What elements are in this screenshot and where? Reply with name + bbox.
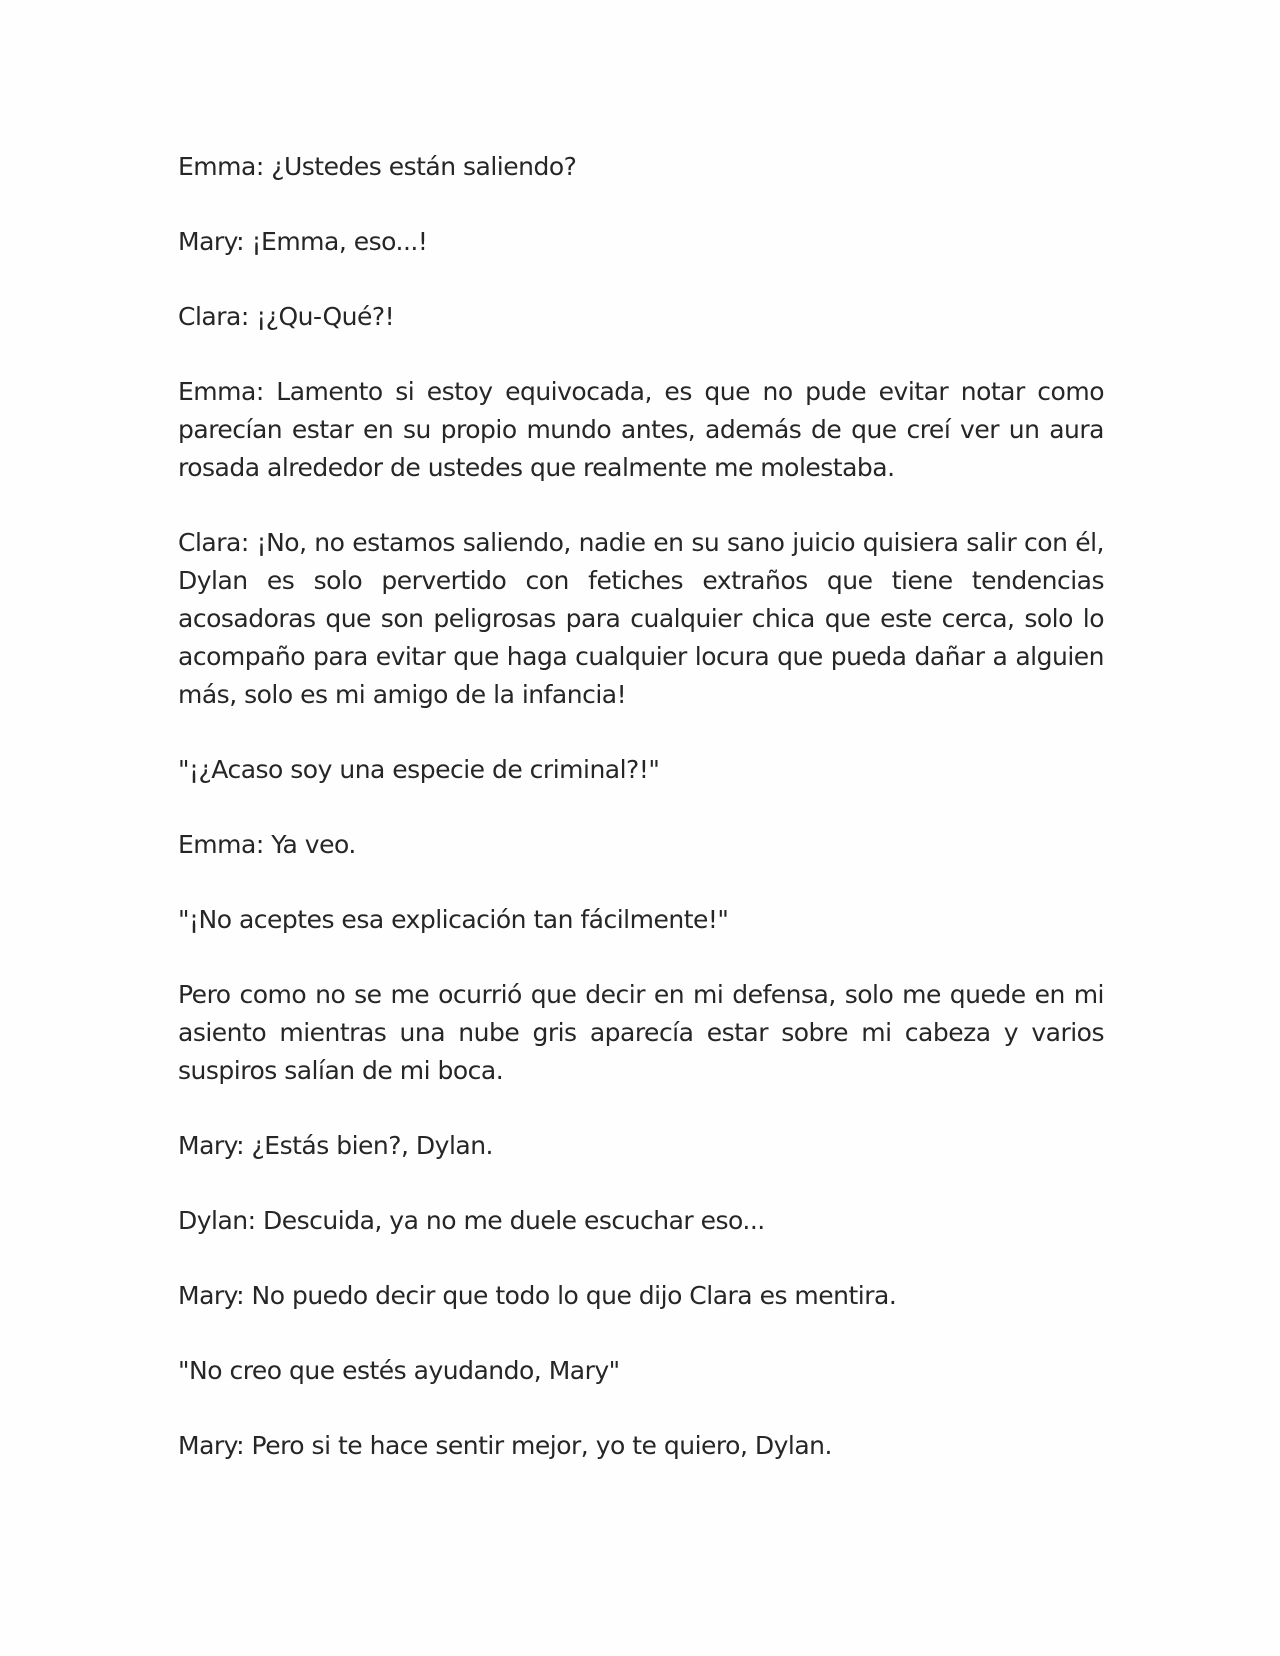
paragraph: Mary: No puedo decir que todo lo que dijo Clara es mentira. <box>178 1281 897 1310</box>
paragraph: Pero como no se me ocurrió que decir en mi defensa, solo me quede en mi asiento mientras una nube gris aparecía estar sobre mi cabeza y varios suspiros salían de mi boca. <box>178 980 1104 1085</box>
paragraph: Emma: Ya veo. <box>178 830 356 859</box>
paragraph: Mary: ¿Estás bien?, Dylan. <box>178 1131 494 1160</box>
document-body <box>178 148 1104 1502</box>
paragraph: "No creo que estés ayudando, Mary" <box>178 1356 620 1385</box>
paragraph: "¡¿Acaso soy una especie de criminal?!" <box>178 755 660 784</box>
paragraph: Mary: Pero si te hace sentir mejor, yo te quiero, Dylan. <box>178 1431 832 1460</box>
paragraph: Dylan: Descuida, ya no me duele escuchar eso... <box>178 1206 765 1235</box>
paragraph: Mary: ¡Emma, eso...! <box>178 227 428 256</box>
paragraph: Clara: ¡No, no estamos saliendo, nadie en su sano juicio quisiera salir con él, Dylan es solo pervertido con fetiches extraños que tiene tendencias acosadoras que son peligrosas para cualquier chica que este cerca, solo lo acompaño para evitar que haga cualquier locura que pueda dañar a alguien más, solo es mi amigo de la infancia! <box>178 528 1104 709</box>
paragraph: "¡No aceptes esa explicación tan fácilmente!" <box>178 905 729 934</box>
paragraph: Clara: ¡¿Qu-Qué?! <box>178 302 395 331</box>
paragraph: Emma: Lamento si estoy equivocada, es que no pude evitar notar como parecían estar en su propio mundo antes, además de que creí ver un aura rosada alrededor de ustedes que realmente me molestaba. <box>178 377 1104 482</box>
paragraph: Emma: ¿Ustedes están saliendo? <box>178 152 577 181</box>
